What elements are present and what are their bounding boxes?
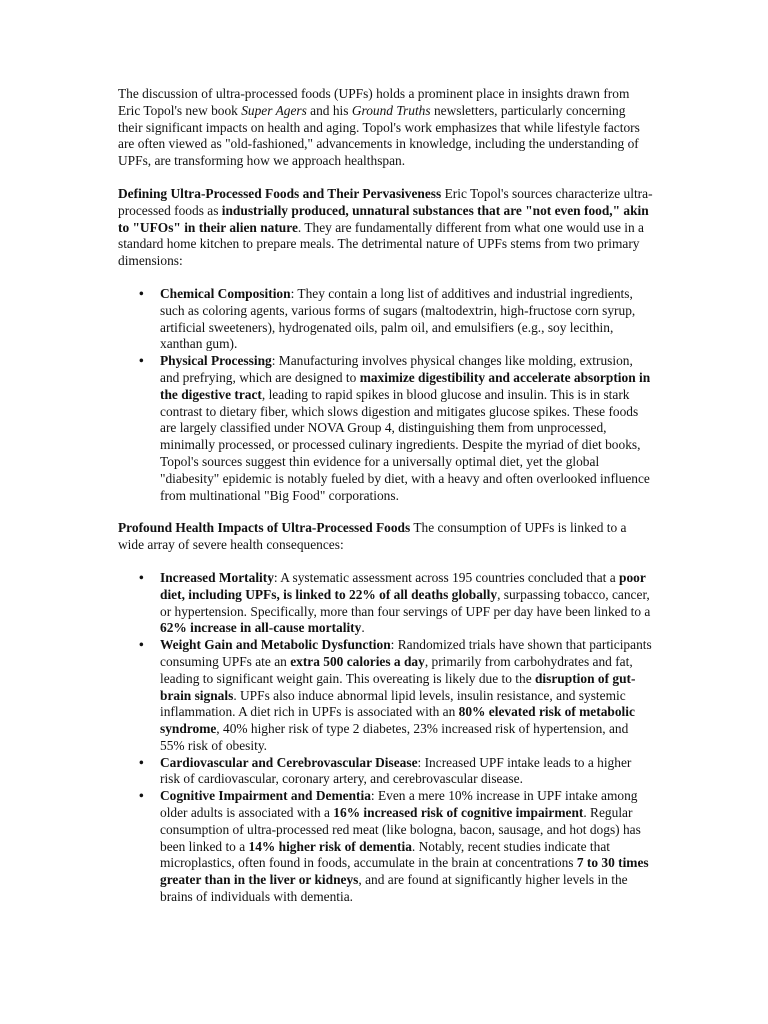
health-impacts-list (118, 570, 653, 906)
list-item-cognitive-impairment: • Cognitive Impairment and Dementia: Even a mere 10% increase in UPF intake among older adults is associated with a 16% increased risk of cognitive impairment. Regular consumption of ultra-processed red meat (like bologna, bacon, sausage, and hot dogs) has been linked to a 14% higher risk of dementia. Notably, recent studies indicate that microplastics, often found in foods, accumulate in the brain at concentrations 7 to 30 times greater than in the liver or kidneys, and are found at significantly higher levels in the brains of individuals with dementia. (160, 788, 653, 906)
section-heading-health-impacts: Profound Health Impacts of Ultra-Processed Foods (118, 520, 411, 536)
newsletter-title: Ground Truths (351, 102, 431, 118)
dimensions-list (118, 286, 653, 504)
section-defining-paragraph: Defining Ultra-Processed Foods and Their Pervasiveness Eric Topol's sources characterize ultra-processed foods as industrially produced, unnatural substances that are "not even food," akin to "UFOs" in their alien nature. They are fundamentally different from what one would use in a standard home kitchen to prepare meals. The detrimental nature of UPFs stems from two primary dimensions: (118, 185, 653, 269)
list-item-chemical-composition: • Chemical Composition: They contain a long list of additives and industrial ingredients, such as coloring agents, various forms of sugars (maltodextrin, high-fructose corn syrup, artificial sweeteners), hydrogenated oils, palm oil, and emulsifiers (e.g., soy lecithin, xanthan gum). (160, 286, 653, 353)
list-item-weight-gain: • Weight Gain and Metabolic Dysfunction: Randomized trials have shown that participants consuming UPFs ate an extra 500 calories a day, primarily from carbohydrates and fat, leading to significant weight gain. This overeating is likely due to the disruption of gut-brain signals. UPFs also induce abnormal lipid levels, insulin resistance, and systemic inflammation. A diet rich in UPFs is associated with an 80% elevated risk of metabolic syndrome, 40% higher risk of type 2 diabetes, 23% increased risk of hypertension, and 55% risk of obesity. (160, 637, 653, 755)
section-health-impacts-paragraph: Profound Health Impacts of Ultra-Processed Foods The consumption of UPFs is linked to a wide array of severe health consequences: (118, 520, 627, 553)
list-item-increased-mortality: • Increased Mortality: A systematic assessment across 195 countries concluded that a poor diet, including UPFs, is linked to 22% of all deaths globally, surpassing tobacco, cancer, or hypertension. Specifically, more than four servings of UPF per day have been linked to a 62% increase in all-cause mortality. (160, 570, 653, 637)
section-heading-defining: Defining Ultra-Processed Foods and Their Pervasiveness (118, 185, 442, 201)
document-body (118, 86, 653, 922)
intro-paragraph: The discussion of ultra-processed foods (UPFs) holds a prominent place in insights drawn from Eric Topol's new book Super Agers and his Ground Truths newsletters, particularly concerning their significant impacts on health and aging. Topol's work emphasizes that while lifestyle factors are often viewed as "old-fashioned," advancements in knowledge, including the understanding of UPFs, are transforming how we approach healthspan. (118, 86, 640, 169)
book-title: Super Agers (241, 102, 307, 118)
list-item-cardiovascular: • Cardiovascular and Cerebrovascular Disease: Increased UPF intake leads to a higher risk of cardiovascular, coronary artery, and cerebrovascular disease. (160, 755, 653, 789)
list-item-physical-processing: • Physical Processing: Manufacturing involves physical changes like molding, extrusion, and prefrying, which are designed to maximize digestibility and accelerate absorption in the digestive tract, leading to rapid spikes in blood glucose and insulin. This is in stark contrast to dietary fiber, which slows digestion and mitigates glucose spikes. These foods are largely classified under NOVA Group 4, distinguishing them from unprocessed, minimally processed, or processed culinary ingredients. Despite the myriad of diet books, Topol's sources suggest thin evidence for a universally optimal diet, yet the global "diabesity" epidemic is notably fueled by diet, with a heavy and often overlooked influence from multinational "Big Food" corporations. (160, 353, 653, 504)
